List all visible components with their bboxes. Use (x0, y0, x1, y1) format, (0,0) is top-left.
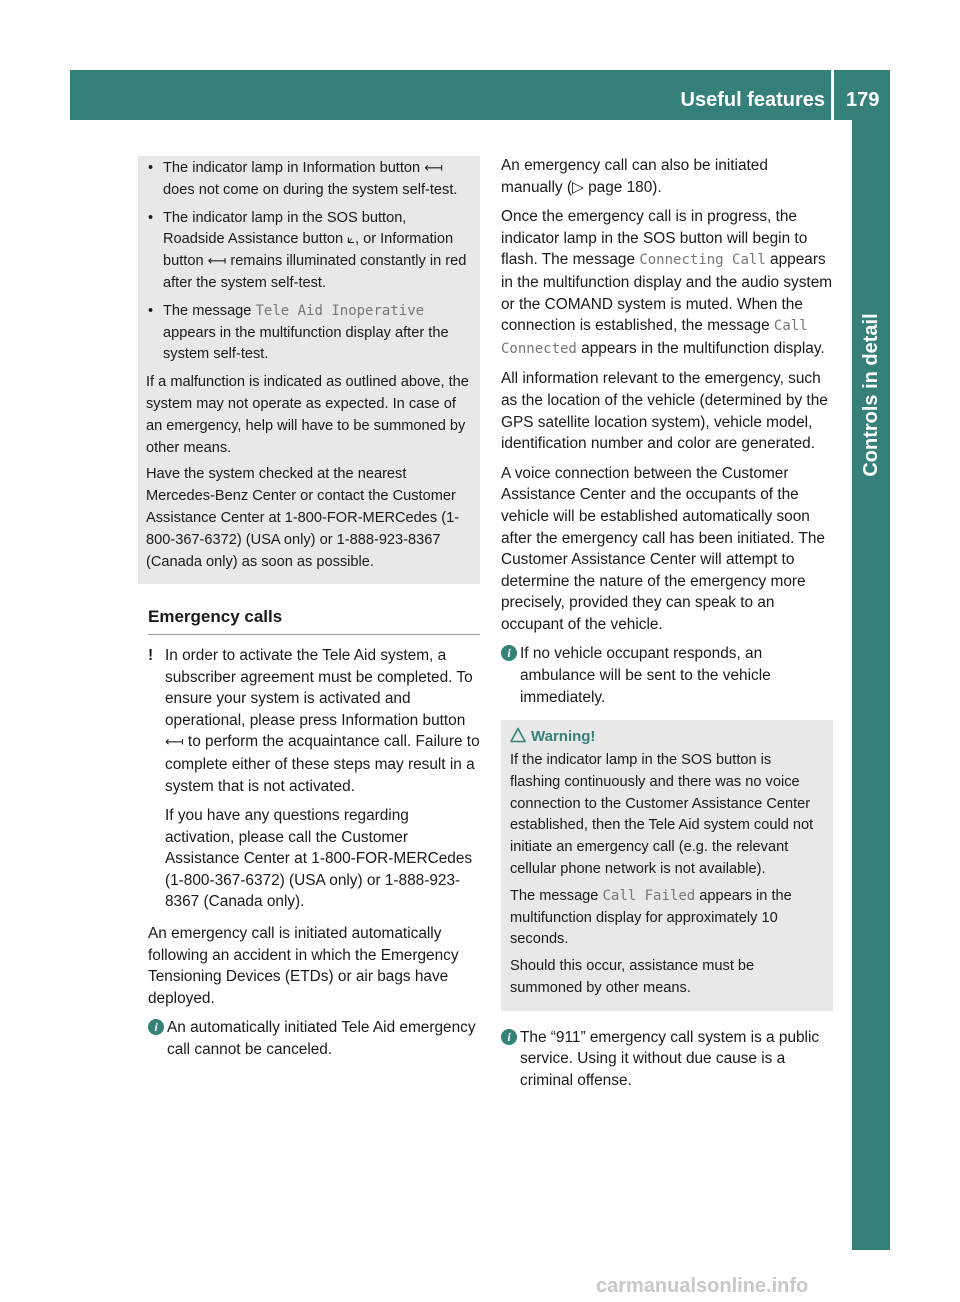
box-paragraph: If a malfunction is indicated as outlined above, the system may not operate as expected. In case of an emergency, help will have to be summoned by other means. (146, 374, 469, 456)
display-message: Call Failed (602, 887, 696, 904)
page-title: Useful features (680, 89, 825, 111)
side-tab (852, 120, 890, 1250)
warning-box: Warning! If the indicator lamp in the SOS button is flashing continuously and there was no voice connection to the Customer Assistance Center established, then the Tele Aid system could not initiate an emergency call (e.g. the relevant cellular phone network is not available). The message Call Failed appears in the multifunction display for approximately 10 seconds. Should this occur, assistance must be summoned by other means. (501, 720, 833, 1011)
bullet-icon: • (148, 302, 154, 319)
section-heading: Emergency calls (148, 606, 480, 635)
info-note: i An automatically initiated Tele Aid emergency call cannot be canceled. (148, 1017, 480, 1060)
information-button-icon: ⟻ (424, 161, 443, 176)
notice-icon: ! (148, 646, 154, 664)
list-item: • The message Tele Aid Inoperative appears in the multifunction display after the system self-test. (148, 302, 449, 363)
display-message: Connecting Call (639, 252, 766, 269)
information-button-icon: ⟻ (207, 254, 227, 270)
bullet-icon: • (148, 209, 154, 226)
malfunction-box (138, 156, 480, 584)
box-paragraph: Have the system checked at the nearest Mercedes-Benz Center or contact the Customer Assistance Center at 1-800-FOR-MERCedes (1-800-367-6372) (USA only) or 1-888-923-8367 (Canada only) as soon as possible. (146, 466, 460, 570)
list-item: • The indicator lamp in Information button ⟻ does not come on during the system self-test. (148, 160, 458, 198)
display-message: Call Connected (501, 318, 808, 357)
display-message: Tele Aid Inoperative (255, 302, 425, 319)
notice: ! In order to activate the Tele Aid system, a subscriber agreement must be completed. To ensure your system is activated and operational, please press Information button ⟻ to perform the acquaintance call. Failure to complete either of these steps may result in a system that is not activated. If you have any questions regarding activation, please call the Customer Assistance Center at 1-800-FOR-MERCedes (1-800-367-6372) (USA only) or 1-888-923-8367 (Canada only). (148, 646, 480, 911)
side-tab-label: Controls in detail (860, 313, 882, 477)
paragraph: An emergency call can also be initiated manually (▷ page 180). (501, 157, 768, 196)
footer-watermark: carmanualsonline.info (596, 1275, 809, 1297)
list-item: • The indicator lamp in the SOS button, Roadside Assistance button ⟀, or Information button ⟻ remains illuminated constantly in red after the system self-test. (148, 209, 467, 291)
right-column (501, 155, 833, 1102)
page-number: 179 (846, 89, 880, 111)
roadside-assistance-icon: ⟀ (347, 232, 355, 248)
info-note: i If no vehicle occupant responds, an ambulance will be sent to the vehicle immediately. (501, 643, 833, 708)
info-note: i The “911” emergency call system is a public service. Using it without due cause is a criminal offense. (501, 1027, 833, 1092)
information-button-icon: ⟻ (165, 735, 184, 751)
info-icon: i (148, 1019, 164, 1035)
paragraph: Once the emergency call is in progress, the indicator lamp in the SOS button will begin to flash. The message Connecting Call appears in the multifunction display and the audio system or the COMAND system is muted. When the connection is established, the message Call Connected appears in the multifunction display. (501, 208, 833, 357)
bullet-icon: • (148, 160, 154, 176)
paragraph: A voice connection between the Customer Assistance Center and the occupants of the vehicle will be established automatically soon after the emergency call has been initiated. The Customer Assistance Center will attempt to determine the nature of the emergency more precisely, provided they can speak to an occupant of the vehicle. (501, 464, 825, 633)
info-icon: i (501, 645, 517, 661)
warning-triangle-icon (510, 727, 526, 743)
info-icon: i (501, 1029, 517, 1045)
paragraph: An emergency call is initiated automatically following an accident in which the Emergency Tensioning Devices (ETDs) or air bags have deployed. (148, 925, 459, 1007)
left-column (148, 156, 480, 1071)
paragraph: All information relevant to the emergency, such as the location of the vehicle (determined by the GPS satellite location system), vehicle model, identification number and color are generated. (501, 370, 828, 453)
warning-title: Warning! (510, 726, 825, 748)
